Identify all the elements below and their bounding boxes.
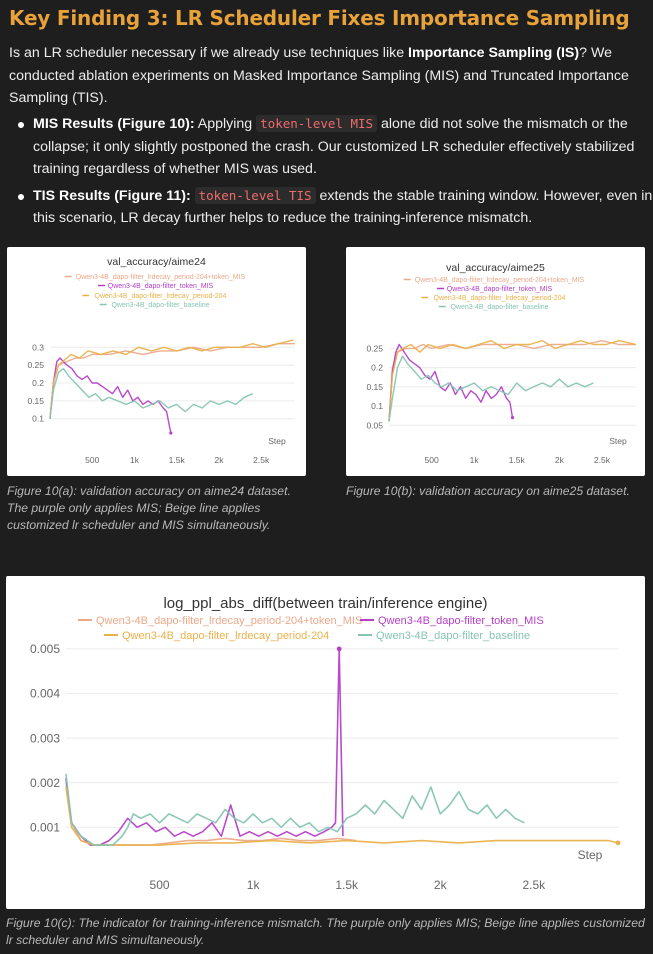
chart-aime25 bbox=[346, 247, 645, 476]
x-tick-label: 2k bbox=[433, 878, 447, 892]
series-line bbox=[389, 345, 513, 422]
section-heading: Key Finding 3: LR Scheduler Fixes Importance Sampling bbox=[9, 6, 630, 30]
series-line bbox=[50, 358, 171, 433]
x-tick-label: 2k bbox=[214, 455, 224, 465]
chart-a-panel bbox=[7, 247, 306, 476]
y-tick-label: 0.002 bbox=[29, 775, 60, 790]
x-tick-label: 2.5k bbox=[522, 878, 546, 892]
x-tick-label: 500 bbox=[149, 878, 170, 892]
bullet-tis: TIS Results (Figure 11): token-level TIS extends the stable training window. However, even in this scenario, LR decay further helps to reduce the training-inference mismatch. bbox=[33, 185, 653, 230]
end-marker bbox=[616, 840, 621, 845]
y-tick-label: 0.005 bbox=[29, 642, 60, 657]
x-tick-label: 1k bbox=[129, 455, 139, 465]
legend-label: Qwen3-4B_dapo-filter_token_MIS bbox=[378, 615, 544, 627]
x-tick-label: 1k bbox=[469, 455, 479, 465]
y-tick-label: 0.3 bbox=[32, 342, 44, 353]
chart-c-panel bbox=[6, 576, 645, 909]
legend-label: Qwen3-4B_dapo-filter_lrdecay_period-204+token_MIS bbox=[414, 277, 585, 284]
legend-label: Qwen3-4B_dapo-filter_token_MIS bbox=[107, 283, 214, 290]
legend-label: Qwen3-4B_dapo-filter_token_MIS bbox=[446, 286, 553, 293]
y-tick-label: 0.05 bbox=[366, 420, 383, 431]
x-tick-label: 2k bbox=[554, 455, 564, 465]
spike-marker bbox=[337, 647, 342, 652]
x-tick-label: 1.5k bbox=[508, 455, 525, 465]
chart-b-panel bbox=[346, 247, 645, 476]
y-tick-label: 0.15 bbox=[27, 395, 44, 406]
series-line bbox=[50, 369, 253, 419]
legend-label: Qwen3-4B_dapo-filter_baseline bbox=[376, 630, 531, 642]
y-tick-label: 0.2 bbox=[371, 362, 383, 373]
series-line bbox=[389, 356, 593, 421]
intro-bold: Importance Sampling (IS) bbox=[408, 45, 580, 61]
bullet-mis: MIS Results (Figure 10): Applying token-level MIS alone did not solve the mismatch or the collapse; it only slightly postponed the crash. Our customized LR scheduler effectively stabilized training regardless of whether MIS was used. bbox=[33, 113, 653, 181]
x-tick-label: 500 bbox=[424, 455, 439, 465]
x-tick-label: 1k bbox=[246, 878, 260, 892]
chart-log-ppl bbox=[6, 576, 645, 909]
x-axis-label: Step bbox=[577, 848, 603, 862]
series-line bbox=[66, 649, 343, 845]
y-tick-label: 0.2 bbox=[32, 377, 44, 388]
caption-b: Figure 10(b): validation accuracy on aime25 dataset. bbox=[346, 484, 630, 498]
legend-label: Qwen3-4B_dapo-filter_baseline bbox=[450, 304, 549, 311]
x-tick-label: 1.5k bbox=[168, 455, 185, 465]
series-line bbox=[389, 341, 636, 422]
legend-label: Qwen3-4B_dapo-filter_lrdecay_period-204 bbox=[433, 295, 566, 302]
chart-aime24 bbox=[7, 247, 306, 476]
y-tick-label: 0.1 bbox=[32, 413, 44, 424]
y-tick-label: 0.1 bbox=[371, 401, 383, 412]
chart-title: val_accuracy/aime25 bbox=[446, 262, 545, 274]
end-marker bbox=[511, 416, 514, 419]
legend-label: Qwen3-4B_dapo-filter_lrdecay_period-204+token_MIS bbox=[75, 274, 246, 281]
code-token-tis: token-level TIS bbox=[195, 187, 316, 204]
code-token-mis: token-level MIS bbox=[256, 115, 377, 132]
caption-c: Figure 10(c): The indicator for training-inference mismatch. The purple only applies MIS; Beige line applies customized lr scheduler and MIS simultaneously. bbox=[6, 916, 645, 947]
series-line bbox=[50, 344, 295, 419]
legend-label: Qwen3-4B_dapo-filter_baseline bbox=[111, 302, 210, 309]
legend-label: Qwen3-4B_dapo-filter_lrdecay_period-204+token_MIS bbox=[96, 615, 363, 627]
caption-a: Figure 10(a): validation accuracy on aime24 dataset. The purple only applies MIS; Beige line applies customized lr scheduler and MIS simultaneously. bbox=[7, 484, 291, 532]
chart-title: val_accuracy/aime24 bbox=[107, 256, 206, 268]
end-marker bbox=[169, 431, 172, 434]
findings-list bbox=[9, 113, 653, 234]
y-tick-label: 0.001 bbox=[29, 820, 60, 835]
x-tick-label: 2.5k bbox=[593, 455, 610, 465]
y-tick-label: 0.25 bbox=[366, 343, 383, 354]
series-line bbox=[66, 774, 524, 845]
x-tick-label: 500 bbox=[85, 455, 100, 465]
intro-paragraph: Is an LR scheduler necessary if we already use techniques like Importance Sampling (IS)? We conducted ablation experiments on Masked Importance Sampling (MIS) and Truncated Importance Sampling (TIS). bbox=[9, 45, 629, 106]
y-tick-label: 0.004 bbox=[29, 686, 60, 701]
chart-title: log_ppl_abs_diff(between train/inference engine) bbox=[163, 595, 488, 612]
y-tick-label: 0.25 bbox=[27, 360, 44, 371]
series-line bbox=[389, 341, 636, 422]
legend-label: Qwen3-4B_dapo-filter_lrdecay_period-204 bbox=[94, 293, 227, 300]
x-tick-label: 1.5k bbox=[335, 878, 359, 892]
x-tick-label: 2.5k bbox=[253, 455, 270, 465]
x-axis-label: Step bbox=[609, 436, 627, 446]
y-tick-label: 0.003 bbox=[29, 731, 60, 746]
legend-label: Qwen3-4B_dapo-filter_lrdecay_period-204 bbox=[122, 630, 330, 642]
y-tick-label: 0.15 bbox=[366, 381, 383, 392]
x-axis-label: Step bbox=[268, 436, 286, 446]
